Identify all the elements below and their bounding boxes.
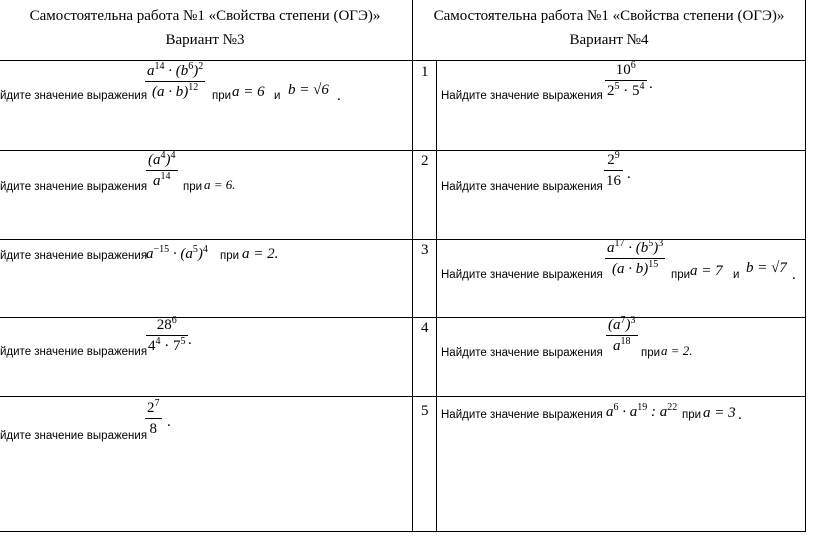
task-prompt: йдите значение выражения: [0, 250, 148, 262]
fraction-numerator: $28^6$: [156, 315, 177, 333]
row-divider-1: [0, 150, 806, 151]
fraction-expression: [145, 398, 162, 437]
condition-value-2: b = √6: [288, 82, 329, 98]
period: .: [167, 414, 171, 430]
condition-value: a = 6: [232, 84, 265, 100]
fraction-denominator: $a^{14}$: [153, 171, 171, 189]
variant4-label: Вариант №4: [569, 32, 649, 48]
task-prompt: йдите значение выражения: [0, 181, 148, 193]
period: .: [188, 332, 192, 348]
period: .: [337, 88, 341, 104]
fraction-numerator: $2^7$: [147, 398, 160, 416]
condition-word: при: [682, 409, 702, 421]
number-column-divider: [436, 60, 437, 532]
fraction-expression: [146, 150, 178, 189]
condition-word: при: [671, 269, 691, 281]
condition-word: при: [183, 181, 203, 193]
fraction-numerator: $10^6$: [615, 60, 636, 78]
condition-word: при: [641, 347, 661, 359]
task-prompt: Найдите значение выражения: [441, 347, 603, 359]
task-prompt: йдите значение выражения: [0, 430, 148, 442]
condition-value-2: b = √7: [746, 260, 787, 276]
row-divider-header: [0, 60, 806, 61]
fraction-numerator: $a^{17} \cdot (b^5)^3$: [607, 238, 664, 256]
task-prompt: йдите значение выражения: [0, 346, 148, 358]
fraction-denominator: 8: [149, 421, 157, 437]
power-expression: $a^{-15} \cdot (a^5)^4$: [146, 244, 208, 262]
task-prompt: йдите значение выражения: [0, 90, 148, 102]
fraction-numerator: $2^9$: [607, 150, 620, 168]
fraction-bar: [604, 170, 623, 171]
fraction-expression: [605, 60, 647, 99]
fraction-denominator: 16: [606, 173, 621, 189]
task-number: 1: [421, 64, 429, 80]
condition-value: a = 7: [690, 263, 723, 279]
fraction-bar: [145, 418, 162, 419]
fraction-numerator: $a^{14} \cdot (b^6)^2$: [147, 61, 204, 79]
row-divider-4: [0, 396, 806, 397]
fraction-denominator: $(a \cdot b)^{15}$: [612, 259, 659, 277]
condition-word: при: [212, 90, 232, 102]
and-word: и: [733, 269, 740, 281]
period: .: [738, 407, 742, 423]
condition-value: a = 2.: [661, 343, 693, 358]
task-number: 5: [421, 403, 429, 419]
row-divider-2: [0, 239, 806, 240]
power-expression: $a^6 \cdot a^{19}$ : $a^{22}$: [606, 402, 678, 420]
and-word: и: [274, 90, 281, 102]
fraction-denominator: $2^5 \cdot 5^4$: [607, 81, 645, 99]
variant3-title: Самостоятельна работа №1 «Свойства степени (ОГЭ)»: [29, 8, 381, 24]
fraction-denominator: $(a \cdot b)^{12}$: [152, 82, 199, 100]
task-number: 3: [421, 242, 429, 258]
variant4-title: Самостоятельна работа №1 «Свойства степени (ОГЭ)»: [433, 8, 785, 24]
fraction-expression: [146, 315, 188, 354]
period: .: [649, 76, 653, 92]
task-prompt: Найдите значение выражения: [441, 409, 603, 421]
fraction-numerator: $(a^4)^4$: [148, 150, 176, 168]
task-number: 4: [421, 320, 429, 336]
condition-word: при: [220, 250, 240, 262]
variant3-label: Вариант №3: [165, 32, 245, 48]
period: .: [627, 166, 631, 182]
fraction-expression: [145, 61, 205, 100]
task-prompt: Найдите значение выражения: [441, 90, 603, 102]
table-bottom-border: [0, 531, 806, 532]
condition-value: a = 3: [703, 405, 736, 421]
condition-value: a = 2.: [242, 246, 279, 262]
period: .: [792, 267, 796, 283]
task-number: 2: [421, 153, 429, 169]
fraction-expression: [606, 315, 638, 354]
task-prompt: Найдите значение выражения: [441, 269, 603, 281]
fraction-denominator: $a^{18}$: [613, 336, 631, 354]
fraction-denominator: $4^4 \cdot 7^5$: [148, 336, 186, 354]
fraction-numerator: $(a^7)^3$: [608, 315, 636, 333]
row-divider-3: [0, 317, 806, 318]
column-divider: [412, 0, 413, 532]
fraction-expression: [604, 150, 623, 189]
table-right-border: [805, 0, 806, 532]
condition-value: a = 6.: [204, 177, 236, 192]
task-prompt: Найдите значение выражения: [441, 181, 603, 193]
fraction-expression: [605, 238, 665, 277]
